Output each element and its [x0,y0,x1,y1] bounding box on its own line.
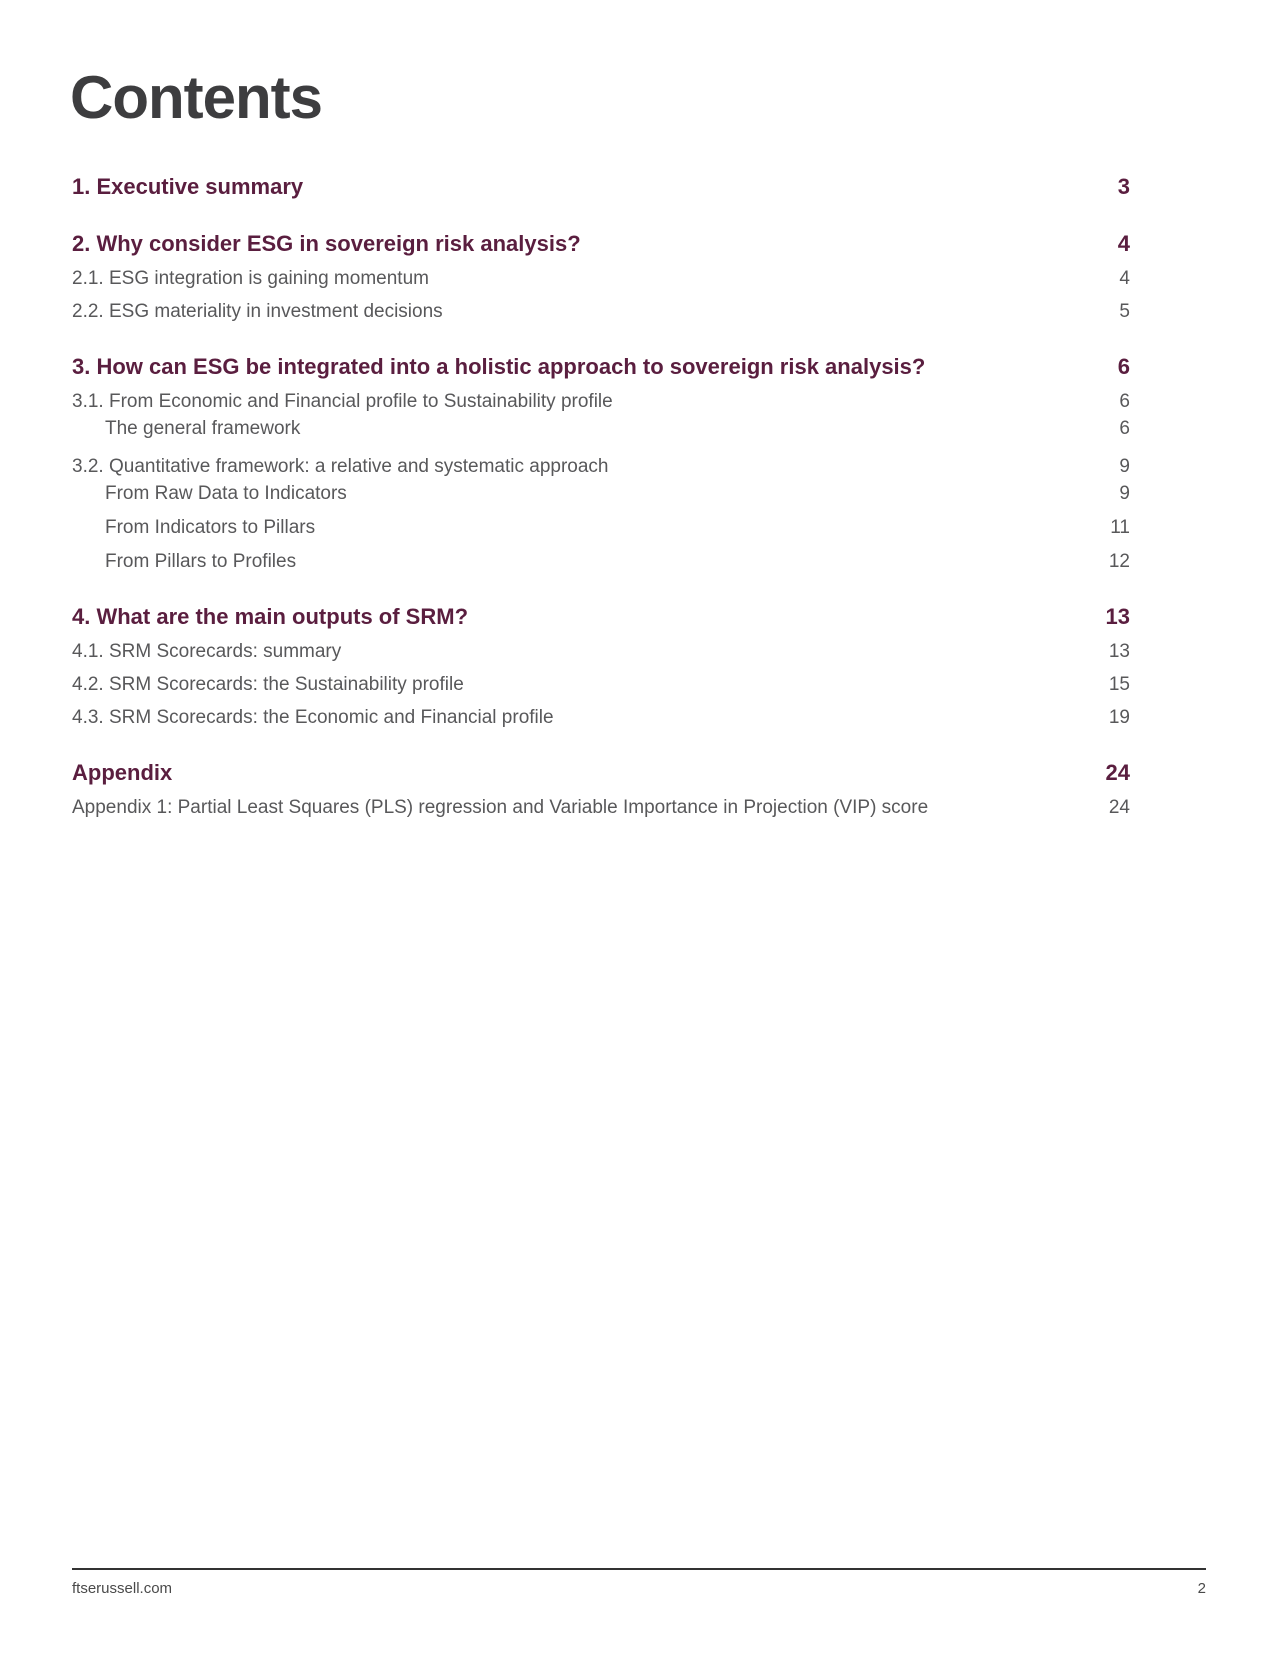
toc-entry-page: 4 [1119,268,1130,289]
toc-entry[interactable] [72,454,1130,480]
toc-entry-label: The general framework [105,418,301,439]
toc-entry-label: Appendix 1: Partial Least Squares (PLS) regression and Variable Importance in Projection (VIP) score [72,797,929,818]
toc-entry-page: 5 [1119,301,1130,322]
toc-entry-label: 3. How can ESG be integrated into a holistic approach to sovereign risk analysis? [72,354,926,379]
toc-entry[interactable] [72,352,1130,382]
footer-site-link[interactable]: ftserussell.com [72,1580,173,1597]
toc-entry-page: 3 [1117,174,1130,199]
toc-entry-page: 9 [1119,483,1130,504]
toc-entry-label: From Raw Data to Indicators [105,483,347,504]
toc-entry[interactable] [72,172,1130,202]
toc-entry-label: 3.1. From Economic and Financial profile to Sustainability profile [72,391,613,412]
toc-entry-label: 4.3. SRM Scorecards: the Economic and Financial profile [72,707,554,728]
toc-entry-page: 6 [1119,418,1130,439]
toc-entry-label: 4. What are the main outputs of SRM? [72,604,469,629]
toc-entry-label: 2. Why consider ESG in sovereign risk analysis? [72,231,581,256]
toc-entry[interactable] [72,795,1130,821]
footer-divider [72,1568,1206,1570]
toc-entry-label: From Indicators to Pillars [105,517,316,538]
toc-entry-page: 4 [1117,231,1130,256]
toc-entry[interactable] [72,389,1130,415]
toc-entry-page: 6 [1117,354,1130,379]
toc-entry[interactable] [72,602,1130,632]
toc-entry-label: 2.2. ESG materiality in investment decisions [72,301,443,322]
toc-entry-page: 15 [1108,674,1130,695]
toc-entry[interactable] [72,705,1130,731]
footer-page-number: 2 [1197,1580,1206,1597]
table-of-contents [72,172,1130,821]
toc-entry[interactable] [72,672,1130,698]
toc-entry[interactable] [72,758,1130,788]
page-title: Contents [70,64,322,131]
toc-entry[interactable] [72,229,1130,259]
toc-entry-label: 1. Executive summary [72,174,304,199]
toc-entry[interactable] [72,549,1130,575]
toc-entry-page: 19 [1108,707,1130,728]
toc-entry-page: 13 [1108,641,1130,662]
toc-entry-page: 11 [1110,517,1130,538]
toc-entry-label: 3.2. Quantitative framework: a relative and systematic approach [72,456,609,477]
toc-entry-label: Appendix [72,760,173,785]
toc-entry[interactable] [72,416,1130,442]
toc-entry[interactable] [72,639,1130,665]
toc-entry-page: 24 [1108,797,1130,818]
toc-entry-page: 12 [1108,551,1130,572]
toc-entry-page: 9 [1119,456,1130,477]
toc-entry-label: From Pillars to Profiles [105,551,297,572]
toc-entry-page: 6 [1119,391,1130,412]
page-footer [72,1568,1206,1599]
toc-entry-label: 2.1. ESG integration is gaining momentum [72,268,429,289]
toc-entry-page: 24 [1105,760,1130,785]
toc-entry[interactable] [72,481,1130,507]
toc-entry-label: 4.2. SRM Scorecards: the Sustainability profile [72,674,464,695]
toc-entry-page: 13 [1105,604,1130,629]
toc-entry[interactable] [72,266,1130,292]
toc-entry[interactable] [72,515,1130,541]
toc-entry-label: 4.1. SRM Scorecards: summary [72,641,342,662]
toc-entry[interactable] [72,299,1130,325]
